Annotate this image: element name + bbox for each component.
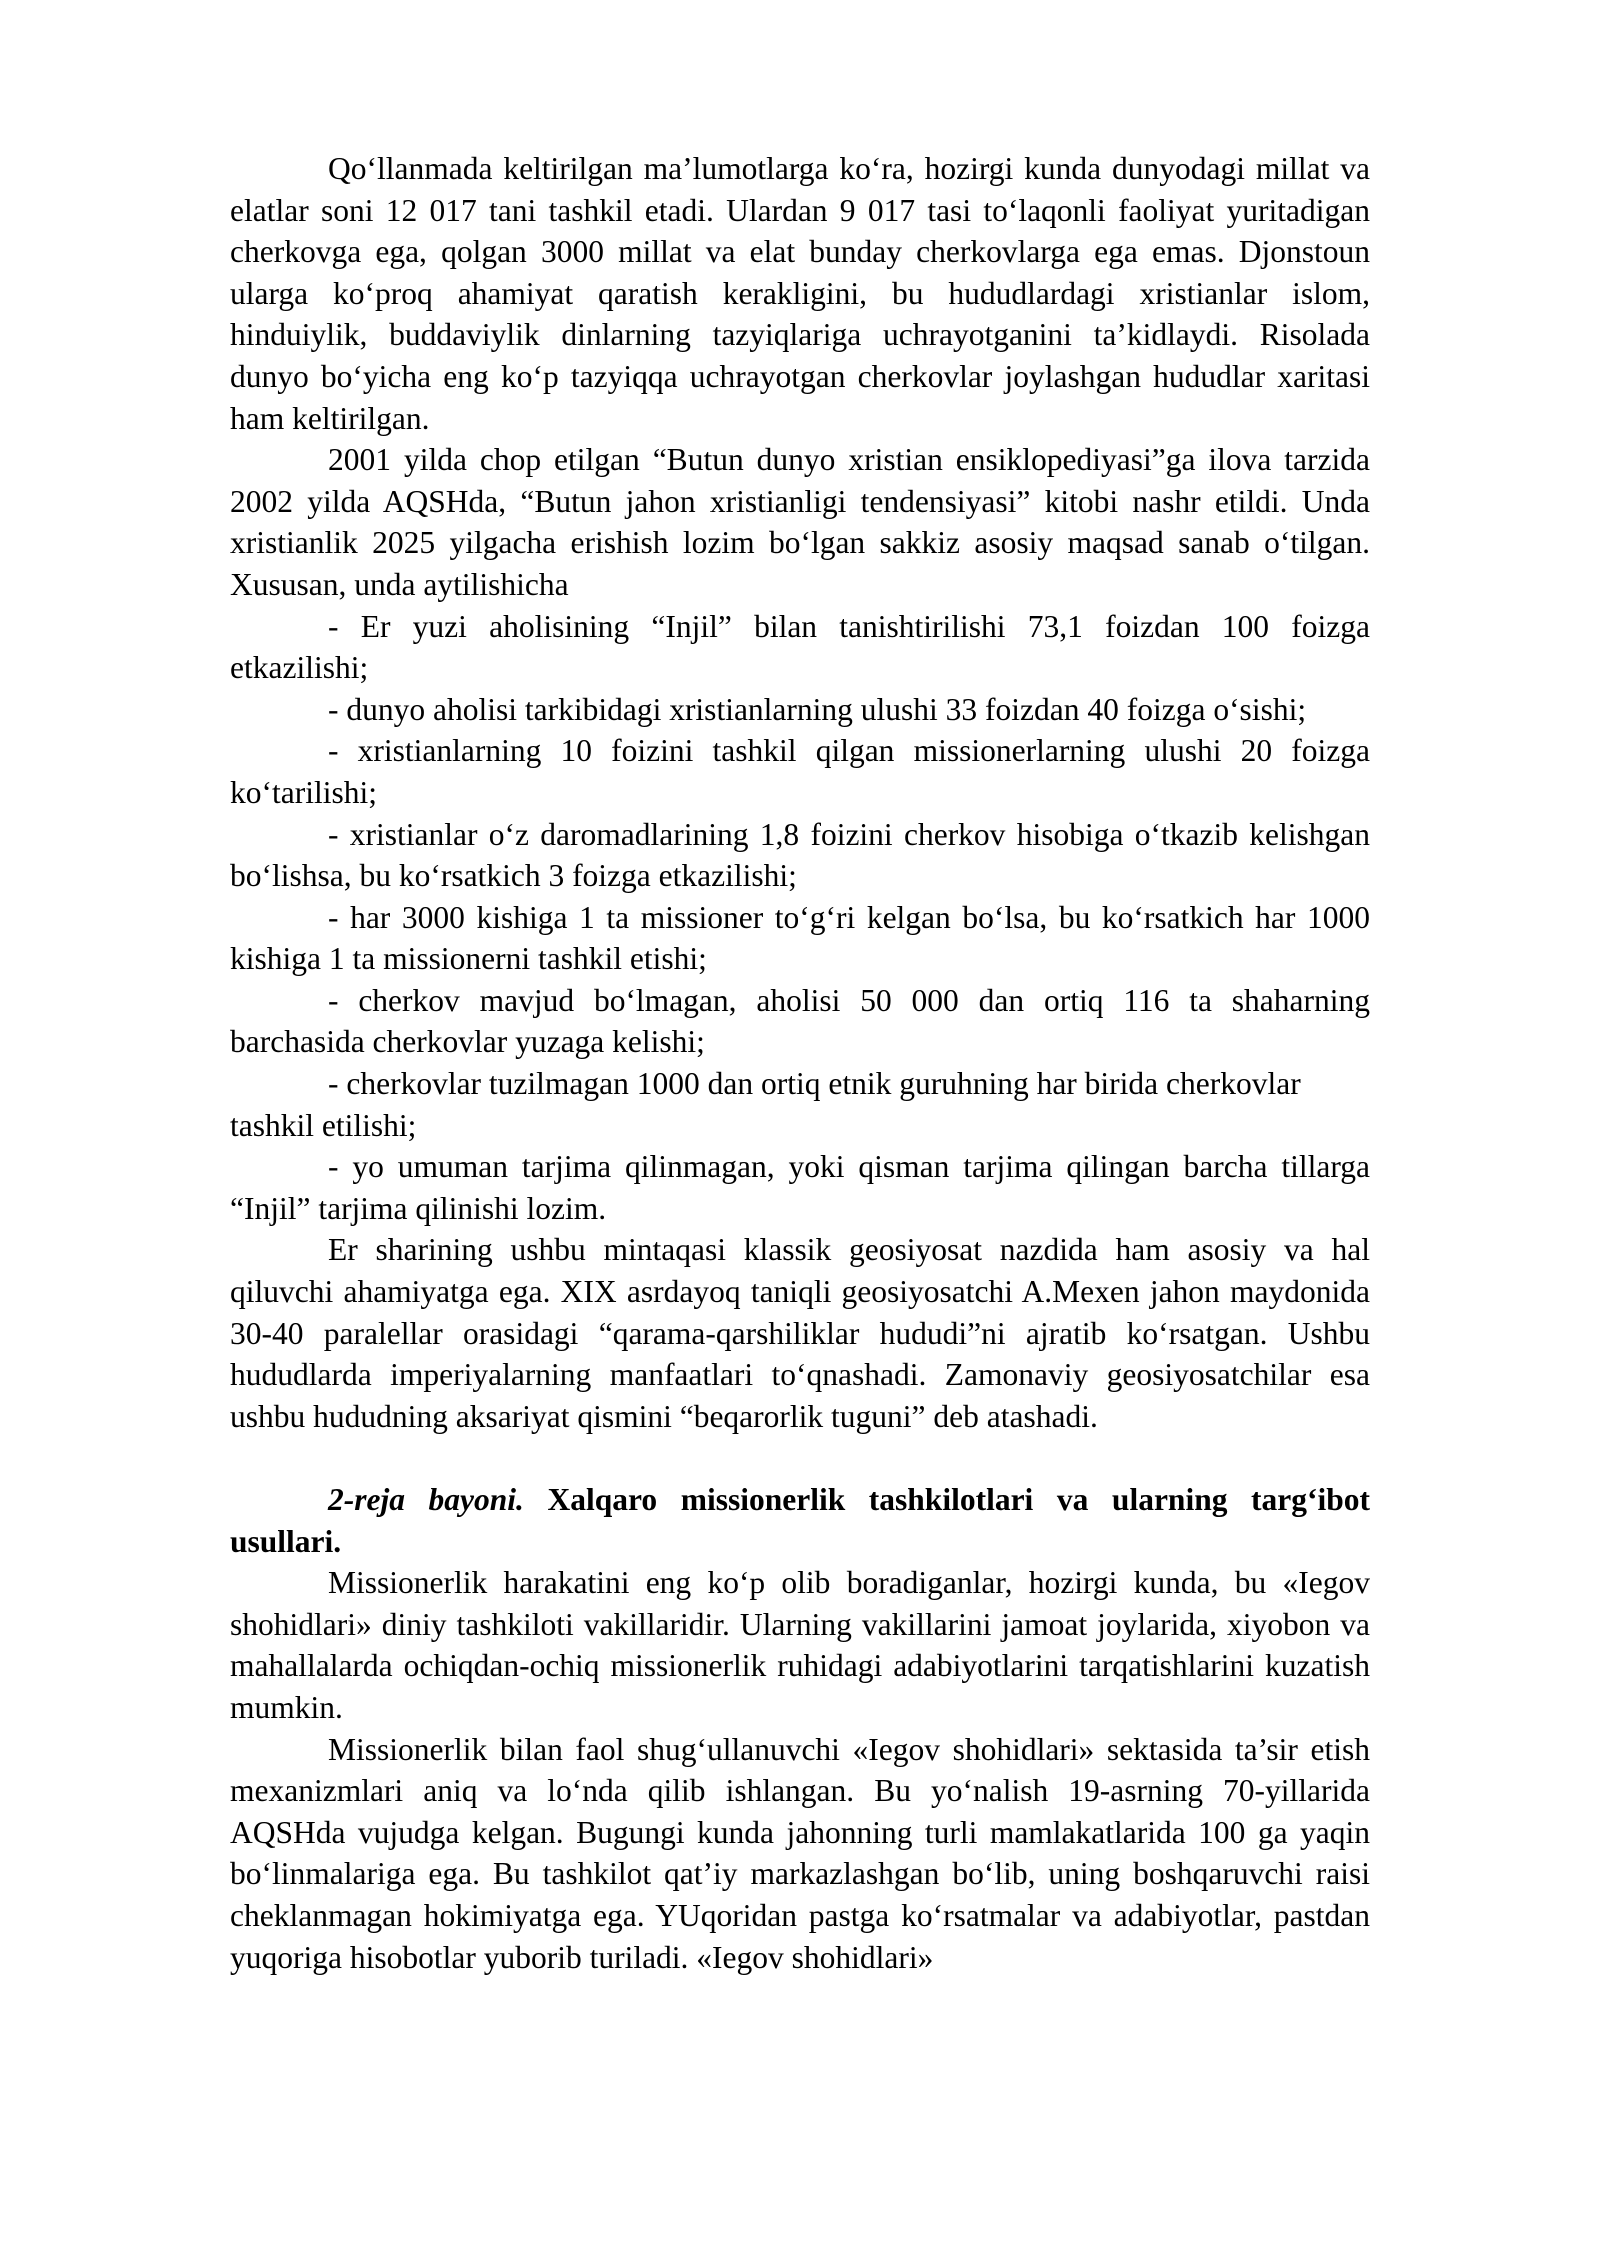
list-item-translation: - yo umuman tarjima qilinmagan, yoki qisman tarjima qilingan barcha tillarga “Injil” tarjima qilinishi lozim. (230, 1149, 1370, 1226)
list-item-city-churches: - cherkov mavjud bo‘lmagan, aholisi 50 000 dan ortiq 116 ta shaharning barchasida cherkovlar yuzaga kelishi; (230, 982, 1370, 1060)
blank-line (230, 1437, 1370, 1479)
paragraph-geopolitics: Er sharining ushbu mintaqasi klassik geosiyosat nazdida ham asosiy va hal qiluvchi ahamiyatga ega. XIX asrdayoq taniqli geosiyosatchi A.Mexen jahon maydonida 30-40 paralellar orasidagi “qarama-qarshiliklar hududi”ni ajratib ko‘rsatgan. Ushbu hududlarda imperiyalarning manfaatlari to‘qnashadi. Zamonaviy geosiyosatchilar esa ushbu hududning aksariyat qismini “beqarorlik tuguni” deb atashadi. (230, 1232, 1370, 1434)
section-heading (230, 1479, 1370, 1562)
list-item-missionary-ratio: - har 3000 kishiga 1 ta missioner to‘g‘ri kelgan bo‘lsa, bu ko‘rsatkich har 1000 kishiga 1 ta missionerni tashkil etishi; (230, 899, 1370, 977)
paragraph-jehovah-intro: Missionerlik harakatini eng ko‘p olib boradiganlar, hozirgi kunda, bu «Iegov shohidlari» diniy tashkiloti vakillaridir. Ularning vakillarini jamoat joylarida, xiyobon va mahallalarda ochiqdan-ochiq missionerlik ruhidagi adabiyotlarini tarqatishlarini kuzatish mumkin. (230, 1565, 1370, 1725)
list-item-injil-reach: - Er yuzi aholisining “Injil” bilan tanishtirilishi 73,1 foizdan 100 foizga etkazilishi; (230, 608, 1370, 686)
paragraph-ethnic-groups: Qo‘llanmada keltirilgan ma’lumotlarga ko‘ra, hozirgi kunda dunyodagi millat va elatlar soni 12 017 tani tashkil etadi. Ulardan 9 017 tasi to‘laqonli faoliyat yuritadigan cherkovga ega, qolgan 3000 millat va elat bunday cherkovlarga ega emas. Djonstoun ularga ko‘proq ahamiyat qaratish kerakligini, bu hududlardagi xristianlar islom, hinduiylik, buddaviylik dinlarning tazyiqlariga uchrayotganini ta’kidlaydi. Risolada dunyo bo‘yicha eng ko‘p tazyiqqa uchrayotgan cherkovlar joylashgan hududlar xaritasi ham keltirilgan. (230, 151, 1370, 436)
list-item-ethnic-churches: - cherkovlar tuzilmagan 1000 dan ortiq etnik guruhning har birida cherkovlar tashkil etilishi; (230, 1066, 1301, 1143)
paragraph-jehovah-structure: Missionerlik bilan faol shug‘ullanuvchi «Iegov shohidlari» sektasida ta’sir etish mexanizmlari aniq va lo‘nda qilib ishlangan. Bu yo‘nalish 19-asrning 70-yillarida AQSHda vujudga kelgan. Bugungi kunda jahonning turli mamlakatlarida 100 ga yaqin bo‘linmalariga ega. Bu tashkilot qat’iy markazlashgan bo‘lib, uning boshqaruvchi raisi cheklanmagan hokimiyatga ega. YUqoridan pastga ko‘rsatmalar va adabiyotlar, pastdan yuqoriga hisobotlar yuborib turiladi. «Iegov shohidlari» (230, 1731, 1370, 1975)
section-heading-title: Xalqaro missionerlik tashkilotlari va ularning targ‘ibot usullari. (230, 1482, 1370, 1559)
paragraph-encyclopedia: 2001 yilda chop etilgan “Butun dunyo xristian ensiklopediyasi”ga ilova tarzida 2002 yilda AQSHda, “Butun jahon xristianligi tendensiyasi” kitobi nashr etildi. Unda xristianlik 2025 yilgacha erishish lozim bo‘lgan sakkiz asosiy maqsad sanab o‘tilgan. Xususan, unda aytilishicha (230, 442, 1370, 602)
list-item-missionary-share: - xristianlarning 10 foizini tashkil qilgan missionerlarning ulushi 20 foizga ko‘tarilishi; (230, 733, 1370, 810)
document-body (230, 148, 1370, 1978)
section-heading-lead: 2-reja bayoni. (328, 1482, 524, 1517)
list-item-income-share: - xristianlar o‘z daromadlarining 1,8 foizini cherkov hisobiga o‘tkazib kelishgan bo‘lishsa, bu ko‘rsatkich 3 foizga etkazilishi; (230, 816, 1370, 894)
list-item-christian-share: - dunyo aholisi tarkibidagi xristianlarning ulushi 33 foizdan 40 foizga o‘sishi; (328, 691, 1307, 727)
